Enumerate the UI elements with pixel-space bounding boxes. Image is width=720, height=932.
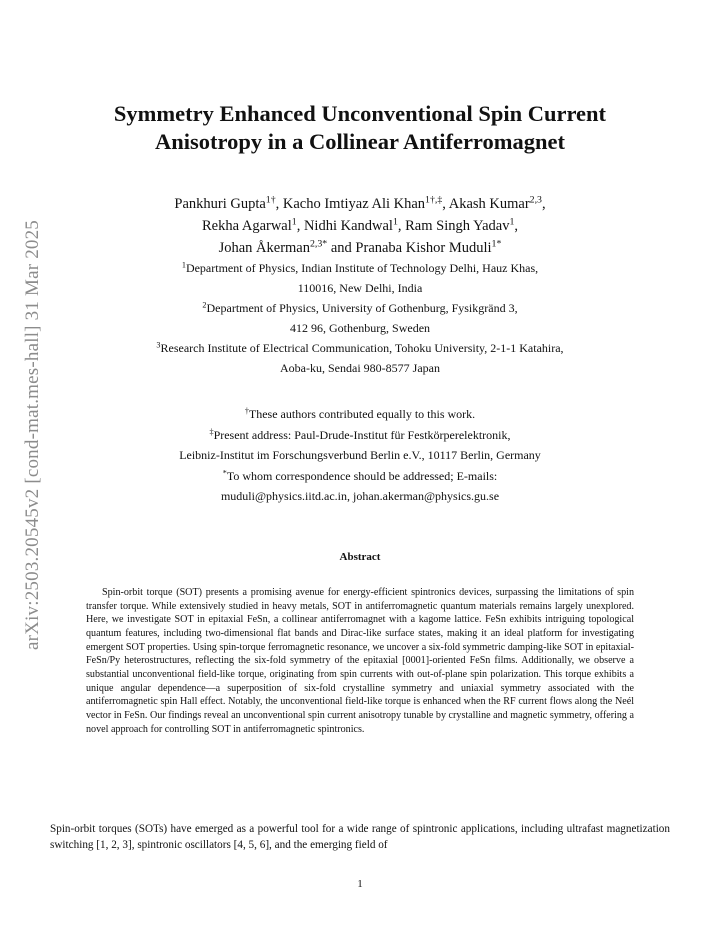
author-name: Rekha Agarwal (201, 218, 292, 234)
note-mark: * (222, 468, 227, 478)
author-affil-mark: 1†,‡ (425, 194, 443, 206)
author-affil-mark: 1† (265, 194, 276, 206)
affiliation-2 (60, 298, 660, 338)
title-line-2: Anisotropy in a Collinear Antiferromagnet (155, 129, 565, 154)
affiliation-text: 110016, New Delhi, India (297, 281, 423, 295)
author-and: and (330, 240, 352, 256)
author-name: Nidhi Kandwal (303, 218, 393, 234)
affiliation-mark: 1 (181, 260, 186, 270)
author-affil-mark: 1 (392, 216, 398, 228)
author-affil-mark: 2,3* (310, 238, 328, 250)
author-affil-mark: 1* (491, 238, 502, 250)
affiliations (60, 258, 660, 378)
abstract-heading: Abstract (339, 551, 381, 563)
author-affil-mark: 1 (291, 216, 297, 228)
correspondence-emails: muduli@physics.iitd.ac.in, johan.akerman@physics.gu.se (220, 489, 500, 504)
author-line-1: Pankhuri Gupta$^{1\dagger}$, Kacho Imtiyaz Ali Khan$^{1\dagger,\ddagger}$, Akash Kumar$^{2,3}$, (174, 194, 546, 212)
note-text: To whom correspondence should be addressed; E-mails: (226, 468, 498, 483)
author-notes (60, 404, 660, 507)
affiliation-text: Research Institute of Electrical Communication, Tohoku University, 2-1-1 Katahira, (160, 341, 564, 355)
author-name: Kacho Imtiyaz Ali Khan (282, 196, 426, 212)
page-number: 1 (357, 878, 363, 890)
correspondence-note (60, 466, 660, 487)
author-name: Johan Åkerman (218, 240, 310, 256)
present-address-note (60, 425, 660, 446)
author-name: Akash Kumar (448, 196, 530, 212)
author-affil-mark: 2,3 (529, 194, 542, 206)
author-name: Pankhuri Gupta (174, 196, 266, 212)
affiliation-text: Department of Physics, Indian Institute of Technology Delhi, Hauz Khas, (185, 261, 539, 275)
affiliation-mark: 3 (156, 340, 161, 350)
note-text: Present address: Paul-Drude-Institut für Festkörperelektronik, (213, 427, 511, 442)
arxiv-sidebar (18, 200, 48, 670)
author-list (60, 193, 660, 259)
author-line-3 (60, 237, 660, 259)
author-line-2: Rekha Agarwal$^1$, Nidhi Kandwal$^1$, Ram Singh Yadav$^1$, (201, 216, 519, 234)
abstract-text: Spin-orbit torque (SOT) presents a promising avenue for energy-efficient spintronics devices, surpassing the limitations of spin transfer torque. While extensively studied in heavy metals, SOT in antiferromagnetic quantum materials remains largely unexplored. Here, we investigate SOT in epitaxial FeSn, a collinear antiferromagnet with a kagome lattice. FeSn exhibits intriguing topological quantum features, including two-dimensional flat bands and Dirac-like surface states, making it an ideal platform for investigating emergent SOT properties. Using spin-torque ferromagnetic resonance, we uncover a six-fold symmetric damping-like SOT in epitaxial-FeSn/Py heterostructures, reflecting the six-fold symmetry of the epitaxial [0001]-oriented FeSn films. Additionally, we observe a substantial unconventional field-like torque, originating from spin currents with out-of-plane spin polarization. This torque exhibits a unique angular dependence—a superposition of six-fold crystalline symmetry and uniaxial symmetry associated with the antiferromagnetic spin Hall effect. Notably, the unconventional field-like torque is enhanced when the RF current flows along the Neél vector in FeSn. Our findings reveal an unconventional spin current anisotropy tunable by crystalline and magnetic symmetry, offering a novel approach for controlling SOT in antiferromagnetic spintronics. (86, 587, 634, 735)
author-name: Pranaba Kishor Muduli (355, 240, 492, 256)
affiliation-1 (60, 258, 660, 298)
paper-title (60, 100, 660, 156)
affiliation-text: Department of Physics, University of Gothenburg, Fysikgränd 3, (206, 301, 518, 315)
author-name: Ram Singh Yadav (405, 218, 510, 234)
note-text: These authors contributed equally to this work. (248, 407, 476, 421)
title-line-1: Symmetry Enhanced Unconventional Spin Current (113, 101, 607, 126)
affiliation-text: Aoba-ku, Sendai 980-8577 Japan (280, 361, 440, 375)
note-mark: † (244, 406, 249, 416)
body-paragraph: Spin-orbit torques (SOTs) have emerged as a powerful tool for a wide range of spintronic applications, including ultrafast magnetization switching [1, 2, 3], spintronic oscillators [4, 5, 6], and the emerging field of (50, 823, 670, 851)
equal-contribution-note (60, 404, 660, 425)
affiliation-3 (60, 338, 660, 378)
affiliation-mark: 2 (202, 300, 207, 310)
arxiv-identifier: arXiv:2503.20545v2 [cond-mat.mes-hall] 31 Mar 2025 (22, 219, 43, 651)
note-mark: ‡ (209, 427, 214, 437)
affiliation-text: 412 96, Gothenburg, Sweden (289, 321, 431, 335)
present-address-line-2: Leibniz-Institut im Forschungsverbund Berlin e.V., 10117 Berlin, Germany (179, 448, 541, 463)
author-affil-mark: 1 (509, 216, 515, 228)
